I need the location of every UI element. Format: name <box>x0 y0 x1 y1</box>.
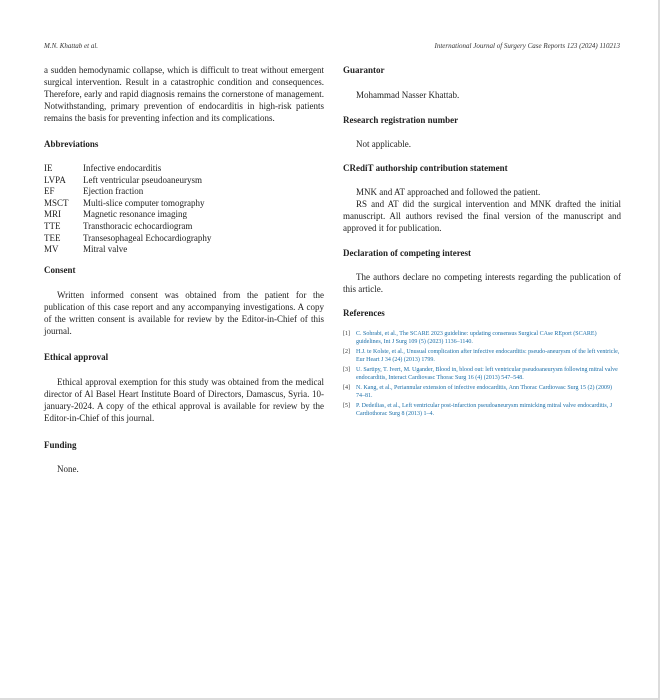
references-heading: References <box>343 308 385 318</box>
credit-heading: CRediT authorship contribution statement <box>343 163 508 173</box>
abbr-value: Mitral valve <box>83 244 128 255</box>
reference-number: [4] <box>343 384 350 391</box>
abbr-value: Infective endocarditis <box>83 163 162 173</box>
reference-item <box>343 384 621 400</box>
abbr-key: MRI <box>44 209 62 220</box>
abbr-value: Multi-slice computer tomography <box>83 197 205 208</box>
reference-link[interactable]: U. Sartipy, T. Ivert, M. Ugander, Blood in, blood out: left ventricular pseudoaneurysm following mitral valve endocarditis, Interact Cardiovasc Thorac Surg 16 (4) (2013) 547–548. <box>356 366 618 382</box>
abbr-key: LVPA <box>44 174 66 185</box>
funding-heading: Funding <box>44 439 77 450</box>
abbr-key: EF <box>44 186 55 197</box>
reference-number: [1] <box>343 331 350 337</box>
consent-heading: Consent <box>44 264 76 275</box>
registration-text: Not applicable. <box>356 139 411 149</box>
header-authors: M.N. Khattab et al. <box>44 42 99 50</box>
abbreviations-heading: Abbreviations <box>44 139 99 149</box>
abbreviation-row <box>44 244 324 256</box>
abbreviation-row <box>44 233 324 245</box>
abbr-value: Transesophageal Echocardiography <box>83 232 212 243</box>
abbr-key: TEE <box>44 232 61 243</box>
abbr-value: Transthoracic echocardiogram <box>83 220 193 231</box>
ethical-heading: Ethical approval <box>44 351 109 362</box>
abbr-key: IE <box>44 163 53 173</box>
reference-link[interactable]: N. Kang, et al., Periannular extension of infective endocarditis, Ann Thorac Cardiovasc Surg 15 (2) (2009) 74–81. <box>356 384 613 399</box>
left-column <box>44 64 324 475</box>
guarantor-heading: Guarantor <box>343 65 385 75</box>
abbreviation-row <box>44 186 324 198</box>
abbr-value: Ejection fraction <box>83 186 144 197</box>
reference-number: [3] <box>343 366 350 373</box>
guarantor-text: Mohammad Nasser Khattab. <box>356 90 460 100</box>
reference-link[interactable]: C. Sohrabi, et al., The SCARE 2023 guideline: updating consensus Surgical CAse REport (SCARE) guidelines, Int J Surg 109 (5) (2023) 1136–1140. <box>356 331 597 346</box>
abbr-key: MSCT <box>44 197 69 208</box>
references-list <box>343 330 621 418</box>
reference-link[interactable]: P. Dedeilias, et al., Left ventricular post-infarction pseudoaneurysm mimicking mitral valve endocarditis, J Cardiothorac Surg 8 (2013) 1–4. <box>356 402 613 417</box>
abbreviation-row <box>44 163 324 175</box>
reference-item <box>343 402 621 418</box>
abbreviation-row <box>44 221 324 233</box>
abbreviations-list <box>44 163 324 256</box>
credit-text-1: MNK and AT approached and followed the patient. <box>356 187 541 197</box>
reference-item <box>343 348 621 364</box>
intro-paragraph: a sudden hemodynamic collapse, which is difficult to treat without emergent surgical intervention. Result in a catastrophic condition and consequences. Therefore, early and rapid diagnosis remains the cornerstone of management. Notwithstanding, primary prevention of endocarditis in high-risk patients remains the basis for preventing infection and its complications. <box>44 65 324 123</box>
funding-text: None. <box>57 463 79 474</box>
credit-text-2: RS and AT did the surgical intervention and MNK drafted the initial manuscript. All authors revised the final version of the manuscript and approved it for publication. <box>343 199 621 233</box>
reference-number: [2] <box>343 348 350 355</box>
abbreviation-row <box>44 175 324 187</box>
abbr-value: Left ventricular pseudoaneurysm <box>83 174 202 185</box>
registration-heading: Research registration number <box>343 115 459 125</box>
header-journal: International Journal of Surgery Case Reports 123 (2024) 110213 <box>434 42 620 50</box>
reference-number: [5] <box>343 402 350 409</box>
ethical-text: Ethical approval exemption for this study was obtained from the medical director of Al Basel Heart Institute Board of Directors, Damascus, Syria. 10-january-2024. A copy of the ethical approval is available for review by the Editor-in-Chief of this journal. <box>44 376 324 423</box>
abbr-key: MV <box>44 244 59 255</box>
reference-item <box>343 330 621 346</box>
abbreviation-row <box>44 209 324 221</box>
competing-heading: Declaration of competing interest <box>343 248 472 258</box>
running-header <box>44 42 620 50</box>
competing-text: The authors declare no competing interests regarding the publication of this article. <box>343 272 621 294</box>
right-column <box>343 64 621 420</box>
abbreviation-row <box>44 198 324 210</box>
reference-item <box>343 366 621 382</box>
consent-text: Written informed consent was obtained from the patient for the publication of this case report and any accompanying investigations. A copy of the written consent is available for review by the Editor-in-Chief of this journal. <box>44 289 324 336</box>
abbr-value: Magnetic resonance imaging <box>83 209 187 220</box>
abbr-key: TTE <box>44 220 61 231</box>
reference-link[interactable]: H.J. te Kolste, et al., Unusual complication after infective endocarditis: pseudo-aneurysm of the left ventricle, Eur Heart J 34 (24) (2013) 1799. <box>356 348 620 364</box>
